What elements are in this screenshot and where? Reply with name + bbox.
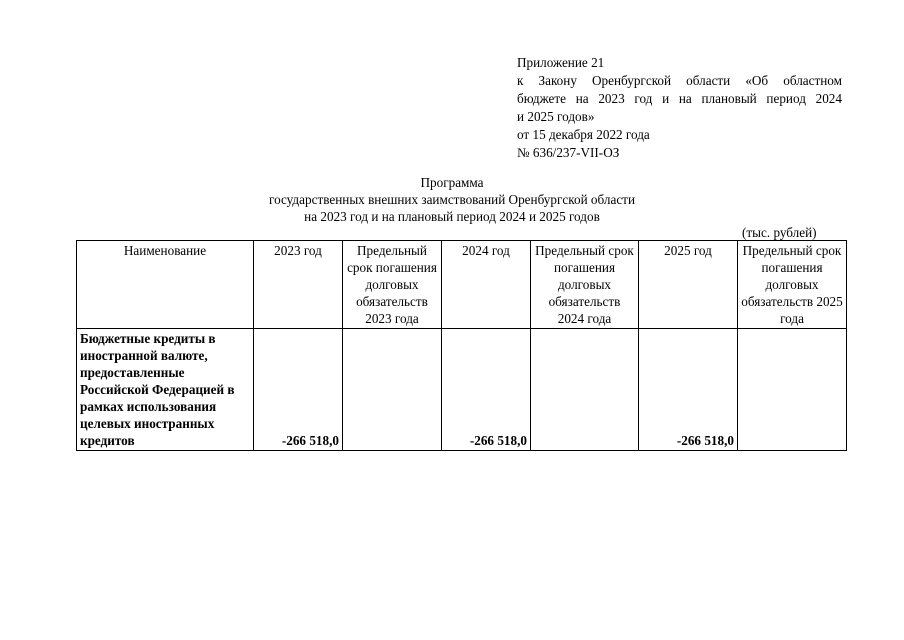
value-2023: -266 518,0	[254, 329, 343, 451]
row-name: Бюджетные кредиты в иностранной валюте, предоставленные Российской Федерацией в рамках использования целевых иностранных кредитов	[77, 329, 254, 451]
title-line-1: Программа	[420, 175, 484, 190]
header-2023: 2023 год	[254, 241, 343, 329]
term-2023	[343, 329, 442, 451]
title-line-2: государственных внешних заимствований Оренбургской области	[268, 192, 636, 207]
appendix-date: от 15 декабря 2022 года	[517, 127, 650, 142]
value-2024: -266 518,0	[442, 329, 531, 451]
appendix-number: Приложение 21	[517, 55, 605, 70]
header-term-2024: Предельный срок погашения долговых обязательств 2024 года	[531, 241, 639, 329]
table-header-row	[77, 241, 847, 329]
document-title	[150, 174, 754, 225]
units-label: (тыс. рублей)	[742, 225, 817, 240]
term-2024	[531, 329, 639, 451]
header-term-2023: Предельный срок погашения долговых обязательств 2023 года	[343, 241, 442, 329]
header-2025: 2025 год	[639, 241, 738, 329]
table-row	[77, 329, 847, 451]
appendix-law-line-2: бюджете на 2023 год и на плановый период 2024	[517, 91, 842, 106]
title-line-3: на 2023 год и на плановый период 2024 и 2025 годов	[304, 209, 600, 224]
borrowing-program-table	[76, 240, 847, 451]
appendix-law-line-1: к Закону Оренбургской области «Об областном	[517, 73, 842, 88]
value-2025: -266 518,0	[639, 329, 738, 451]
term-2025	[738, 329, 847, 451]
appendix-block	[517, 54, 842, 162]
appendix-law-number: № 636/237-VII-ОЗ	[517, 145, 620, 160]
header-name: Наименование	[77, 241, 254, 329]
header-term-2025: Предельный срок погашения долговых обязательств 2025 года	[738, 241, 847, 329]
appendix-law-line-3: и 2025 годов»	[517, 109, 595, 124]
header-2024: 2024 год	[442, 241, 531, 329]
